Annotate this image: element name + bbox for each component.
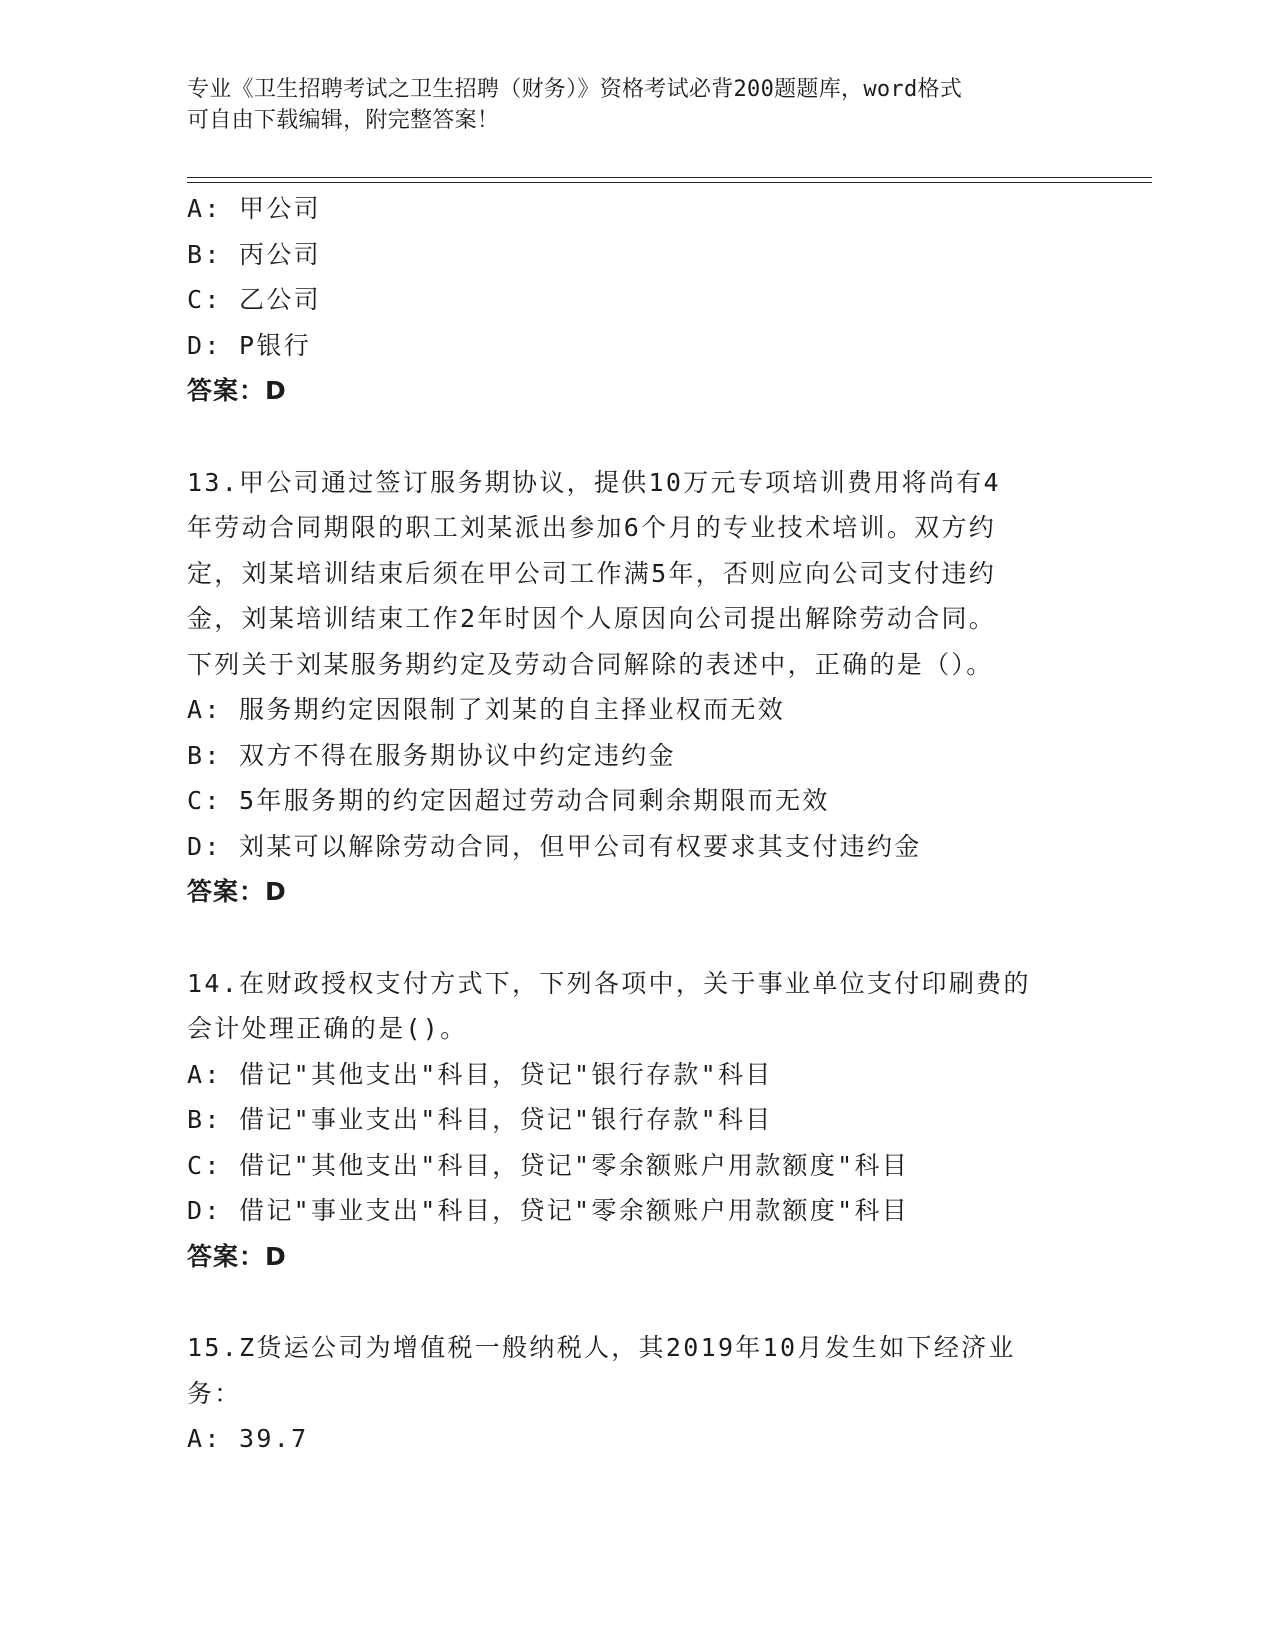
question-stem-line: 13.甲公司通过签订服务期协议，提供10万元专项培训费用将尚有4 bbox=[187, 467, 1001, 497]
answer-label: 答案：D bbox=[187, 376, 287, 405]
header-divider-top bbox=[187, 177, 1152, 178]
option-d: D: 刘某可以解除劳动合同，但甲公司有权要求其支付违约金 bbox=[187, 831, 922, 861]
option-c: C: 5年服务期的约定因超过劳动合同剩余期限而无效 bbox=[187, 786, 830, 815]
question-14 bbox=[187, 961, 1077, 1280]
question-13 bbox=[187, 460, 1077, 915]
question-12 bbox=[187, 186, 1077, 414]
question-spacer bbox=[187, 915, 1077, 961]
option-b: B: 丙公司 bbox=[187, 239, 321, 269]
option-a: A: 借记"其他支出"科目，贷记"银行存款"科目 bbox=[187, 1059, 773, 1089]
question-content bbox=[187, 186, 1077, 1462]
header-line-2: 可自由下载编辑，附完整答案！ bbox=[187, 108, 500, 133]
question-stem-line: 下列关于刘某服务期约定及劳动合同解除的表述中，正确的是（）。 bbox=[187, 649, 994, 679]
option-b: B: 借记"事业支出"科目，贷记"银行存款"科目 bbox=[187, 1105, 773, 1134]
header-divider-bottom bbox=[187, 182, 1152, 183]
option-a: A: 甲公司 bbox=[187, 194, 321, 223]
answer-label: 答案：D bbox=[187, 877, 287, 906]
question-stem-line: 务： bbox=[187, 1378, 242, 1408]
question-15 bbox=[187, 1325, 1077, 1462]
question-stem-line: 15.Z货运公司为增值税一般纳税人，其2019年10月发生如下经济业 bbox=[187, 1333, 1016, 1362]
option-d: D: 借记"事业支出"科目，贷记"零余额账户用款额度"科目 bbox=[187, 1196, 910, 1225]
header-line-1: 专业《卫生招聘考试之卫生招聘（财务）》资格考试必背200题题库，word格式 bbox=[187, 77, 963, 102]
question-stem-line: 金，刘某培训结束工作2年时因个人原因向公司提出解除劳动合同。 bbox=[187, 604, 997, 633]
document-header bbox=[187, 74, 1067, 136]
option-c: C: 借记"其他支出"科目，贷记"零余额账户用款额度"科目 bbox=[187, 1150, 910, 1180]
option-a: A: 39.7 bbox=[187, 1424, 309, 1453]
option-d: D: P银行 bbox=[187, 330, 312, 360]
question-stem-line: 年劳动合同期限的职工刘某派出参加6个月的专业技术培训。双方约 bbox=[187, 513, 997, 542]
answer-label: 答案：D bbox=[187, 1241, 287, 1271]
option-c: C: 乙公司 bbox=[187, 285, 321, 314]
option-a: A: 服务期约定因限制了刘某的自主择业权而无效 bbox=[187, 695, 786, 724]
question-stem-line: 定，刘某培训结束后须在甲公司工作满5年，否则应向公司支付违约 bbox=[187, 558, 997, 588]
question-spacer bbox=[187, 1279, 1077, 1325]
question-stem-line: 14.在财政授权支付方式下，下列各项中，关于事业单位支付印刷费的 bbox=[187, 968, 1031, 998]
question-stem-line: 会计处理正确的是()。 bbox=[187, 1014, 468, 1043]
question-spacer bbox=[187, 414, 1077, 460]
option-b: B: 双方不得在服务期协议中约定违约金 bbox=[187, 740, 676, 770]
